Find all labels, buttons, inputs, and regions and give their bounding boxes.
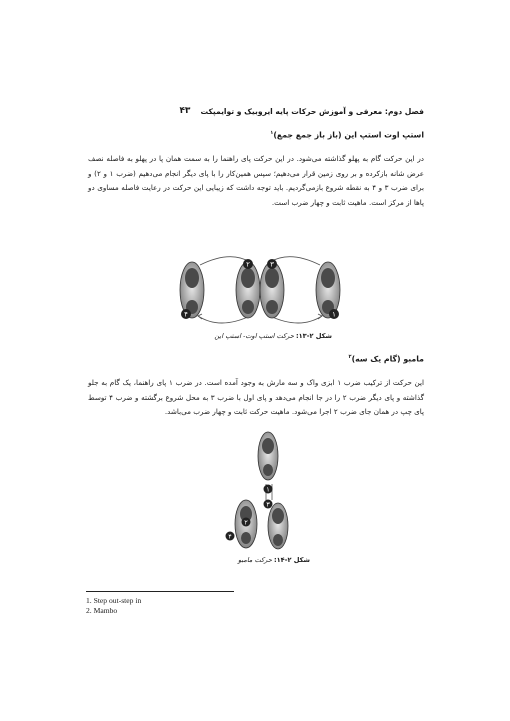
section-paragraph-step-out: در این حرکت گام به پهلو گذاشته می‌شود. در این حرکت پای راهنما را به سمت همان پا در پهلو به فاصله نصف عرض شانه بازکرده و بر روی زمین قرار می‌دهیم؛ سپس همین‌کار را با پای دیگر انجام می‌دهیم (ضرب ۱ و ۲) و برای ضرب ۳ و ۴ به نقطه شروع بازمی‌گردیم. باید توجه داشت که زیبایی این حرکت در رعایت فاصله مساوی دو پاها از مرکز است. ماهیت ثابت و چهار ضرب است.: [88, 154, 425, 207]
footnote-ref: ۱: [270, 130, 274, 136]
figure-label: ۳: [266, 500, 270, 509]
footnotes: [86, 596, 141, 616]
figure-label: ۴: [228, 532, 232, 541]
figure-caption: شکل ۲-۱۴: حرکت مامبو: [238, 556, 310, 564]
footnote-ref: ۲: [348, 354, 352, 360]
figure-label: ۱: [332, 310, 336, 319]
shoe-print-icon: [266, 500, 288, 549]
arrow-icon: [270, 257, 320, 265]
arrow-icon: [198, 316, 250, 323]
section-heading-step-out: استپ اوت استپ این (باز باز جمع جمع)$^۱$: [270, 130, 424, 140]
figure-label: ۴: [184, 310, 188, 319]
figure-label: ۲: [244, 518, 248, 527]
footnote: 1. Step out-step in: [86, 596, 142, 605]
section-paragraph-mambo: این حرکت از ترکیب ضرب ۱ ابزی واک و سه مارش به وجود آمده است. در ضرب ۱ پای راهنما، یک گام به جلو گذاشته و پای دیگر ضرب ۲ را در جا انجام می‌دهد و پای اول با ضرب ۳ به محل شروع برگشته و ضرب ۴ توسط پای چپ در همان جای ضرب ۲ اجرا می‌شود. ماهیت حرکت ثابت و چهار ضرب می‌باشد.: [88, 378, 425, 416]
shoe-print-icon: [258, 432, 278, 480]
figure-label: ۱: [266, 485, 270, 494]
shoe-print-icon: [260, 262, 284, 318]
figure-caption: شکل ۲-۱۳: حرکت استپ اوت- استپ این: [214, 332, 332, 340]
running-header: [84, 106, 424, 116]
page-number: ۴۳: [179, 106, 191, 116]
chapter-title: فصل دوم: معرفی و آموزش حرکات پایه ایروبیک و توایمپکت: [200, 106, 424, 116]
arrow-icon: [270, 316, 322, 323]
footnote: 2. Mambo: [86, 606, 118, 615]
figure-label: ۲: [246, 260, 250, 269]
shoe-print-icon: [236, 262, 260, 318]
section-heading-mambo: مامبو (گام یک سه)$^۲$: [348, 354, 424, 364]
mambo-figure: [222, 430, 302, 550]
shoe-print-icon: [316, 262, 340, 318]
arrow-icon: [200, 257, 250, 265]
footnote-divider: [86, 591, 234, 592]
figure-label: ۳: [270, 260, 274, 269]
step-out-step-in-figure: [160, 252, 360, 328]
